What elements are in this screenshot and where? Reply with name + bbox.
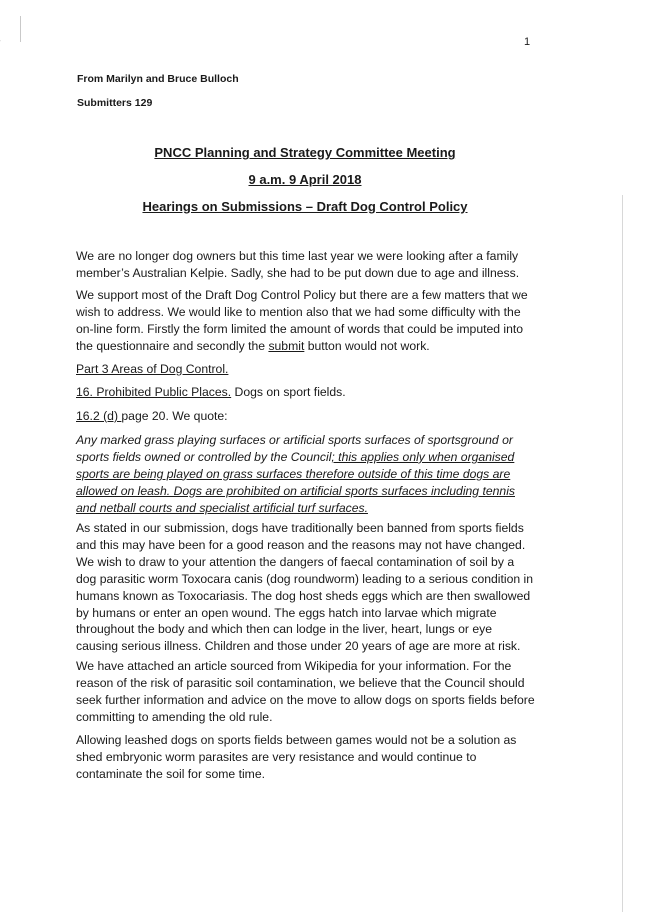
policy-quote-plain: Any marked grass playing surfaces or artificial sports surfaces of sportsground or sports fields owned or controlled by the Council <box>76 433 513 464</box>
submitter-number: Submitters 129 <box>77 97 153 109</box>
section-16-2-line <box>76 408 536 425</box>
paragraph-intro: We are no longer dog owners but this time last year we were looking after a family member’s Australian Kelpie. Sadly, she had to be put down due to age and illness. <box>76 249 520 280</box>
paragraph-support <box>76 287 536 355</box>
policy-quote <box>76 432 536 517</box>
policy-quote-underlined: ; this applies only when organised sports are being played on grass surfaces therefore outside of this time dogs are allowed on leash. Dogs are prohibited on artificial sports surfaces including tennis and netball courts and specialist artificial turf surfaces. <box>76 449 515 515</box>
page-number: 1 <box>524 36 531 48</box>
section-16-line <box>76 384 536 401</box>
paragraph-leashed-dogs: Allowing leashed dogs on sports fields between games would not be a solution as shed embryonic worm parasites are very resistance and would continue to contaminate the soil for some time. <box>76 733 517 781</box>
paragraph-support-end: button would not work. <box>304 338 430 353</box>
paragraph-support-text: We support most of the Draft Dog Control Policy but there are a few matters that we wish to address. We would like to mention also that we had some difficulty with the on-line form. Firstly the form limited the amount of words that could be imputed into the questionnaire and secondly the <box>76 288 528 353</box>
meeting-title: PNCC Planning and Strategy Committee Meeting <box>154 145 456 160</box>
scan-artifact-edge <box>622 195 623 912</box>
submit-word: submit <box>268 338 305 353</box>
section-16-2-label: 16.2 (d) <box>76 409 122 423</box>
part3-heading: Part 3 Areas of Dog Control. <box>76 362 229 376</box>
sender-line: From Marilyn and Bruce Bulloch <box>77 73 239 85</box>
section-16-text: Dogs on sport fields. <box>231 385 346 399</box>
scan-artifact-mark <box>20 16 21 42</box>
scan-artifact-line <box>0 40 39 100</box>
section-16-2-text: page 20. We quote: <box>121 409 228 423</box>
paragraph-wikipedia: We have attached an article sourced from Wikipedia for your information. For the reason of the risk of parasitic soil contamination, we believe that the Council should seek further information and advice on the move to allow dogs on sports fields before committing to amending the old rule. <box>76 659 535 724</box>
section-16-label: 16. Prohibited Public Places. <box>76 385 232 399</box>
meeting-datetime: 9 a.m. 9 April 2018 <box>248 172 362 187</box>
hearings-title: Hearings on Submissions – Draft Dog Control Policy <box>142 199 468 214</box>
paragraph-toxocara: As stated in our submission, dogs have traditionally been banned from sports fields and this may have been for a good reason and the reasons may not have changed. We wish to draw to your attention the dangers of faecal contamination of soil by a dog parasitic worm Toxocara canis (dog roundworm) leading to a serious condition in humans known as Toxocariasis. The dog host sheds eggs which are then swallowed by humans or enter an open wound. The eggs hatch into larvae which migrate throughout the body and which then can lodge in the liver, heart, lungs or eye causing serious illness. Children and those under 20 years of age are more at risk. <box>76 521 534 654</box>
